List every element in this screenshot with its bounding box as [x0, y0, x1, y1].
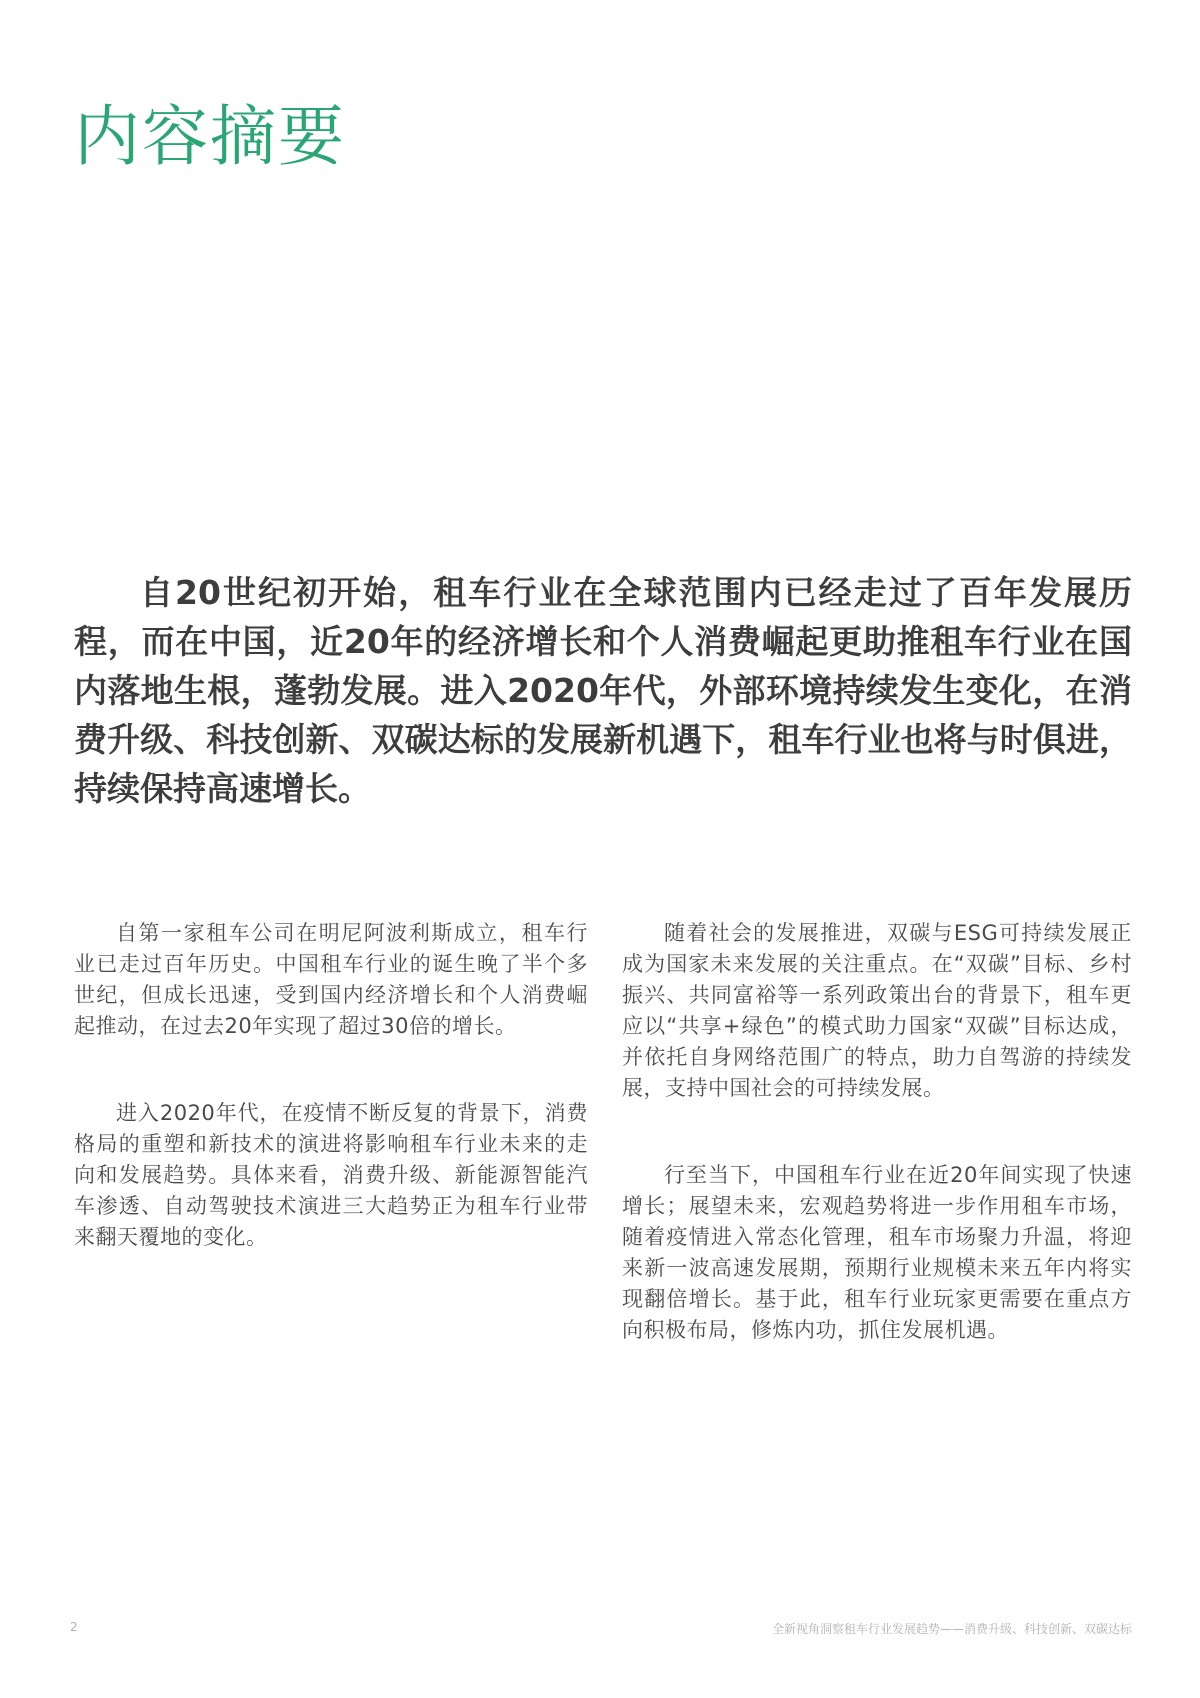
body-paragraph: 行至当下，中国租车行业在近20年间实现了快速增长；展望未来，宏观趋势将进一步作用租车市场，随着疫情进入常态化管理，租车市场聚力升温，将迎来新一波高速发展期，预期行业规模未来五年内将实现翻倍增长。基于此，租车行业玩家更需要在重点方向积极布局，修炼内功，抓住发展机遇。 — [622, 1163, 1132, 1342]
page-title: 内容摘要 — [74, 98, 346, 175]
body-paragraph: 自第一家租车公司在明尼阿波利斯成立，租车行业已走过百年历史。中国租车行业的诞生晚了半个多世纪，但成长迅速，受到国内经济增长和个人消费崛起推动，在过去20年实现了超过30倍的增长。 — [74, 921, 588, 1038]
body-paragraph: 随着社会的发展推进，双碳与ESG可持续发展正成为国家未来发展的关注重点。在“双碳”目标、乡村振兴、共同富裕等一系列政策出台的背景下，租车更应以“共享+绿色”的模式助力国家“双碳”目标达成，并依托自身网络范围广的特点，助力自驾游的持续发展，支持中国社会的可持续发展。 — [622, 921, 1132, 1100]
lead-paragraph: 自20世纪初开始，租车行业在全球范围内已经走过了百年发展历程，而在中国，近20年的经济增长和个人消费崛起更助推租车行业在国内落地生根，蓬勃发展。进入2020年代，外部环境持续发生变化，在消费升级、科技创新、双碳达标的发展新机遇下，租车行业也将与时俱进，持续保持高速增长。 — [74, 573, 1132, 808]
left-column — [74, 918, 588, 1309]
running-footer: 全新视角洞察租车行业发展趋势——消费升级、科技创新、双碳达标 — [771, 1622, 1132, 1636]
body-paragraph: 进入2020年代，在疫情不断反复的背景下，消费格局的重塑和新技术的演进将影响租车行业未来的走向和发展趋势。具体来看，消费升级、新能源智能汽车渗透、自动驾驶技术演进三大趋势正为租车行业带来翻天覆地的变化。 — [74, 1101, 588, 1249]
right-column — [622, 918, 1132, 1402]
page-number: 2 — [70, 1620, 78, 1634]
